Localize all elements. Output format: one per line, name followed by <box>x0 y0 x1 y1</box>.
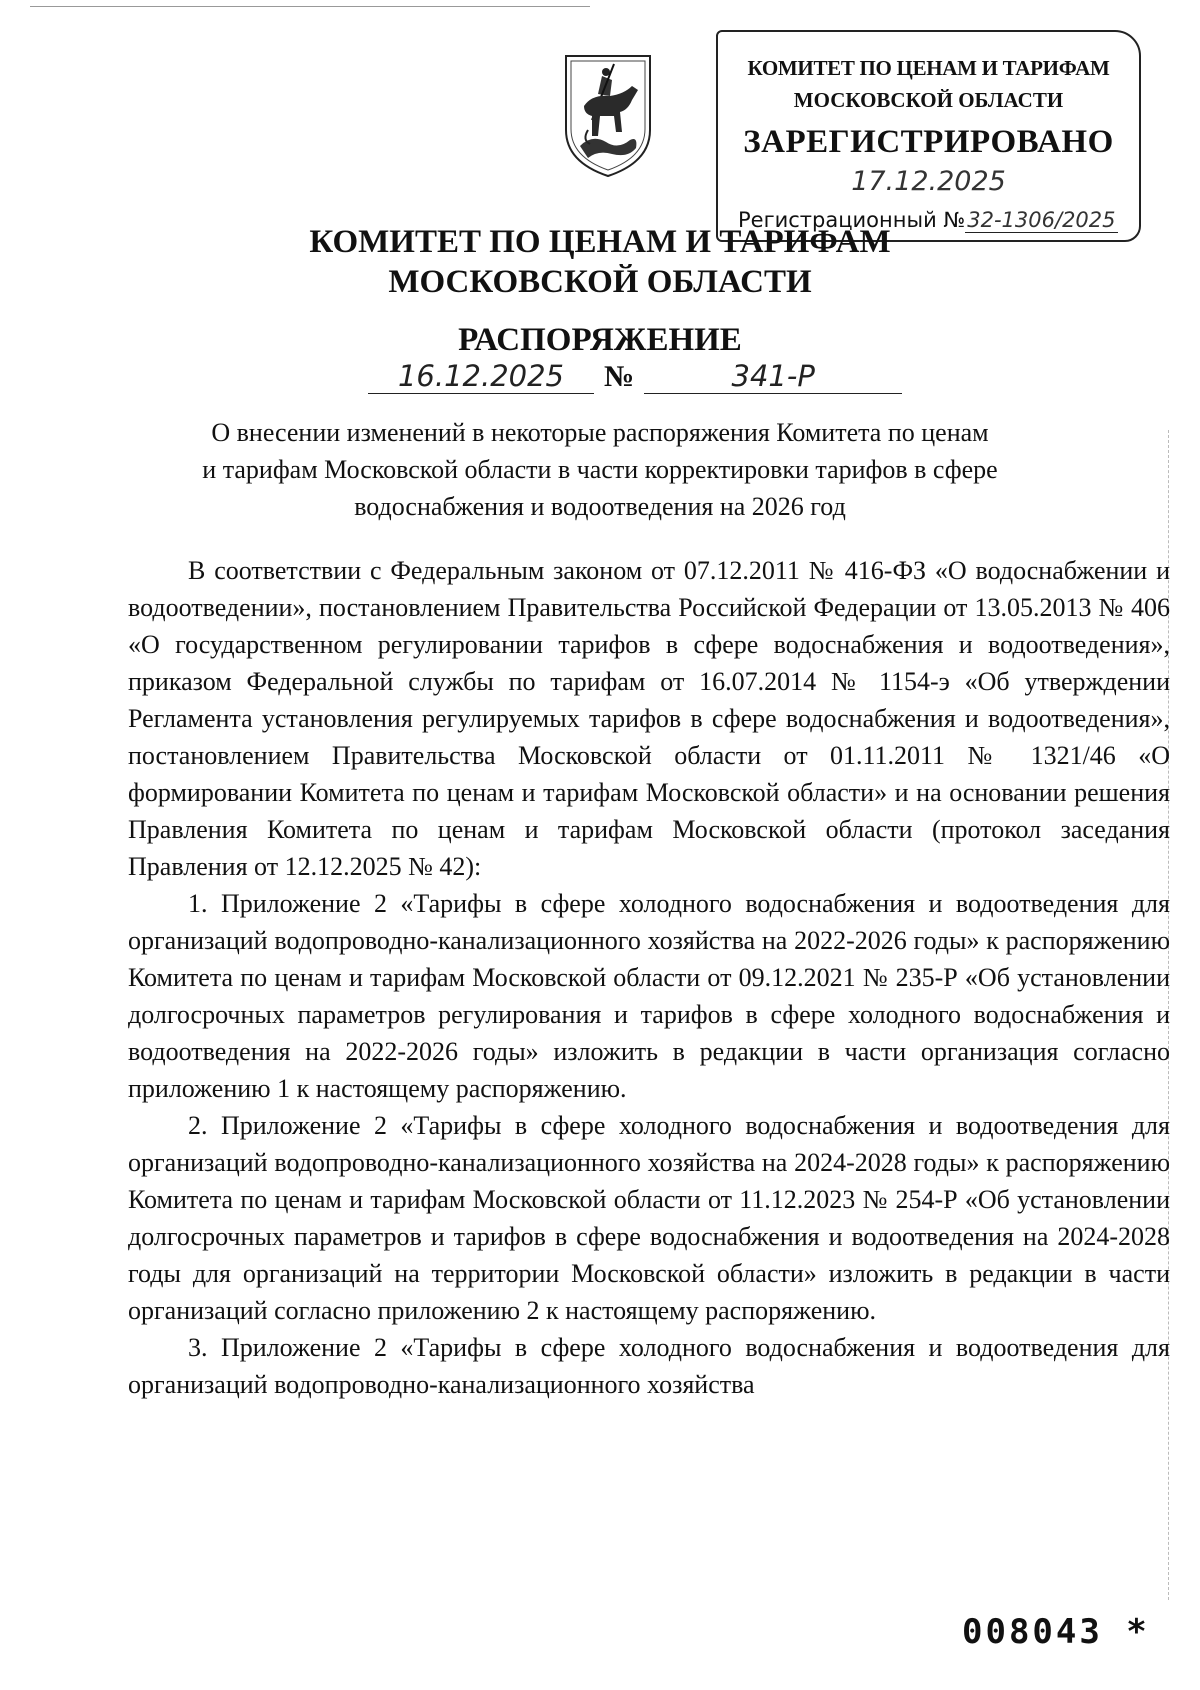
stamp-reg-number: 32-1306/2025 <box>967 208 1116 232</box>
page-serial-number: 008043 * <box>962 1612 1150 1652</box>
number-sign: № <box>604 360 635 393</box>
stamp-reg-label: Регистрационный № <box>738 208 966 232</box>
subject-line2: и тарифам Московской области в части корректировки тарифов в сфере <box>202 455 998 484</box>
item-3-paragraph: 3. Приложение 2 «Тарифы в сфере холодного водоснабжения и водоотведения для организаций водопроводно-канализационного хозяйства <box>128 1333 1170 1399</box>
stamp-date: 17.12.2025 <box>851 166 1006 197</box>
stamp-org-line2: МОСКОВСКОЙ ОБЛАСТИ <box>793 88 1064 112</box>
document-type: РАСПОРЯЖЕНИЕ <box>458 322 742 358</box>
document-body <box>128 552 1170 1403</box>
document-subject <box>150 414 1050 525</box>
stamp-org-line1: КОМИТЕТ ПО ЦЕНАМ И ТАРИФАМ <box>747 56 1110 80</box>
item-2-paragraph: 2. Приложение 2 «Тарифы в сфере холодного водоснабжения и водоотведения для организаций водопроводно-канализационного хозяйства на 2024-2028 годы» к распоряжению Комитета по ценам и тарифам Московской области от 11.12.2023 № 254-Р «Об установлении долгосрочных параметров и тарифов в сфере водоснабжения и водоотведения на 2024-2028 годы для организаций на территории Московской области» изложить в редакции в части организаций согласно приложению 2 к настоящему распоряжению. <box>128 1111 1170 1325</box>
document-number: 341-Р <box>644 359 902 394</box>
org-name-line1: КОМИТЕТ ПО ЦЕНАМ И ТАРИФАМ <box>309 224 891 260</box>
document-date: 16.12.2025 <box>368 359 594 394</box>
coat-of-arms-icon <box>558 50 658 180</box>
item-1-paragraph: 1. Приложение 2 «Тарифы в сфере холодного водоснабжения и водоотведения для организаций водопроводно-канализационного хозяйства на 2022-2026 годы» к распоряжению Комитета по ценам и тарифам Московской области от 09.12.2021 № 235-Р «Об установлении долгосрочных параметров регулирования и тарифов в сфере холодного водоснабжения и водоотведения на 2022-2026 годы» изложить в редакции в части организация согласно приложению 1 к настоящему распоряжению. <box>128 889 1170 1103</box>
preamble-paragraph: В соответствии с Федеральным законом от 07.12.2011 № 416-ФЗ «О водоснабжении и водоотведении», постановлением Правительства Российской Федерации от 13.05.2013 № 406 «О государственном регулировании тарифов в сфере водоснабжения и водоотведения», приказом Федеральной службы по тарифам от 16.07.2014 № 1154-э «Об утверждении Регламента установления регулируемых тарифов в сфере водоснабжения и водоотведения», постановлением Правительства Московской области от 01.11.2011 № 1321/46 «О формировании Комитета по ценам и тарифам Московской области» и на основании решения Правления Комитета по ценам и тарифам Московской области (протокол заседания Правления от 12.12.2025 № 42): <box>128 556 1170 881</box>
subject-line3: водоснабжения и водоотведения на 2026 год <box>354 492 846 521</box>
registration-stamp <box>716 30 1141 242</box>
scan-edge-line <box>30 6 590 7</box>
stamp-status: ЗАРЕГИСТРИРОВАНО <box>743 124 1114 160</box>
subject-line1: О внесении изменений в некоторые распоряжения Комитета по ценам <box>211 418 989 447</box>
document-date-number <box>368 358 902 394</box>
org-name-line2: МОСКОВСКОЙ ОБЛАСТИ <box>388 264 812 300</box>
